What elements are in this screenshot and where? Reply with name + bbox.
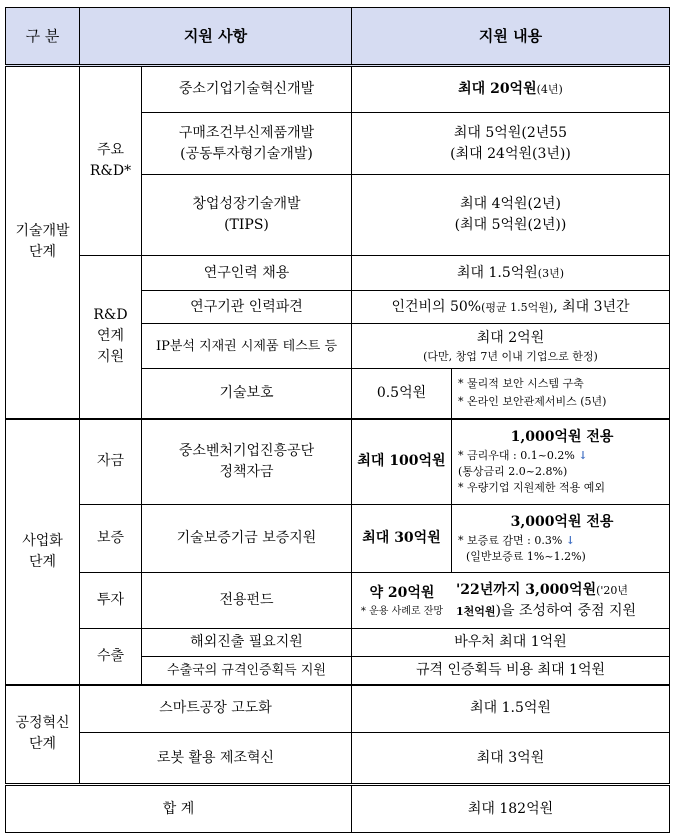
tech-detail-5-sub: (평균 1.5억원) — [481, 300, 554, 314]
tech-item-6: IP분석 지재권 시제품 테스트 등 — [142, 324, 352, 369]
tech-detail-2 — [352, 113, 670, 175]
funds-note-2: (통상금리 2.0~2.8%) — [458, 465, 568, 479]
header-support-item: 지원 사항 — [80, 8, 352, 66]
investment-detail-line1 — [456, 580, 669, 601]
header-support-detail: 지원 내용 — [352, 8, 670, 66]
tech-detail-1 — [352, 66, 670, 113]
guarantee-amount: 최대 30억원 — [352, 505, 452, 573]
tech-detail-3 — [352, 175, 670, 256]
investment-detail-line2-a: 1천억원 — [456, 604, 496, 618]
tech-detail-4-sub: (3년) — [537, 266, 565, 280]
guarantee-detail-title: 3,000억원 전용 — [510, 514, 614, 530]
commercial-stage-label: 사업화 단계 — [6, 419, 80, 685]
investment-detail-line1-a: '22년까지 3,000억원 — [456, 581, 597, 598]
export-item-2: 수출국의 규격인증획득 지원 — [142, 657, 352, 685]
tech-item-4: 연구인력 채용 — [142, 256, 352, 291]
investment-item: 전용펀드 — [142, 573, 352, 629]
funds-category: 자금 — [80, 419, 142, 505]
process-row-1 — [6, 685, 670, 733]
header-row — [6, 8, 670, 66]
funds-detail-title: 1,000억원 전용 — [510, 429, 614, 446]
tech-detail-1-sub: (4년) — [536, 83, 563, 96]
tech-item-7: 기술보호 — [142, 369, 352, 419]
investment-detail-line2 — [456, 601, 669, 622]
total-row — [6, 785, 670, 833]
rd-main-label: 주요 R&D* — [80, 66, 142, 256]
investment-amount-block — [352, 583, 452, 619]
guarantee-note-1-text: * 보증료 감면 : 0.3% — [458, 534, 563, 547]
tech-item-1: 중소기업기술혁신개발 — [142, 66, 352, 113]
total-label: 합 계 — [6, 785, 352, 833]
total-value: 최대 182억원 — [352, 785, 670, 833]
investment-detail-text — [452, 580, 669, 622]
tech-row-1 — [6, 66, 670, 113]
process-stage-label: 공정혁신 단계 — [6, 685, 80, 785]
tech-notes-7 — [452, 369, 670, 419]
export-row-1 — [6, 629, 670, 657]
tech-detail-1-main: 최대 20억원 — [458, 81, 537, 97]
support-table — [5, 7, 670, 833]
tech-note-7-1: * 물리적 보안 시스템 구축 — [458, 377, 584, 391]
investment-category: 투자 — [80, 573, 142, 629]
tech-item-2: 구매조건부신제품개발 (공동투자형기술개발) — [142, 113, 352, 175]
export-item-1: 해외진출 필요지원 — [142, 629, 352, 657]
guarantee-detail — [452, 505, 670, 573]
process-item-2: 로봇 활용 제조혁신 — [80, 733, 352, 785]
investment-amount: 약 20억원 — [369, 584, 435, 601]
investment-detail-line1-b: ('20년 — [596, 583, 629, 597]
investment-detail-wrap — [352, 580, 669, 622]
tech-item-3: 창업성장기술개발 (TIPS) — [142, 175, 352, 256]
guarantee-row — [6, 505, 670, 573]
tech-detail-5 — [352, 291, 670, 324]
investment-amount-note: * 운용 사례로 잔망 — [360, 605, 444, 617]
export-category: 수출 — [80, 629, 142, 685]
process-row-2 — [6, 733, 670, 785]
process-detail-2: 최대 3억원 — [352, 733, 670, 785]
down-arrow-icon: ↓ — [565, 534, 575, 547]
funds-note-1-text: * 금리우대 : 0.1~0.2% — [458, 449, 575, 463]
tech-detail-5-main: 인건비의 50% — [391, 298, 482, 315]
export-detail-2: 규격 인증획득 비용 최대 1억원 — [352, 657, 670, 685]
investment-row — [6, 573, 670, 629]
funds-note-1 — [458, 448, 666, 464]
tech-detail-2-line2: (최대 24억원(3년)) — [450, 145, 571, 162]
tech-detail-6 — [352, 324, 670, 369]
guarantee-item: 기술보증기금 보증지원 — [142, 505, 352, 573]
tech-detail-4-main: 최대 1.5억원 — [456, 264, 538, 281]
investment-detail — [352, 573, 670, 629]
guarantee-note-2: (일반보증료 1%~1.2%) — [466, 550, 586, 563]
tech-detail-3-line2: (최대 5억원(2년)) — [454, 217, 567, 233]
down-arrow-icon: ↓ — [578, 449, 588, 463]
tech-item-5: 연구기관 인력파견 — [142, 291, 352, 324]
rd-link-label: R&D 연계 지원 — [80, 256, 142, 419]
process-detail-1: 최대 1.5억원 — [352, 685, 670, 733]
tech-stage-label: 기술개발 단계 — [6, 66, 80, 419]
tech-detail-6-line1: 최대 2억원 — [476, 329, 545, 346]
tech-detail-6-line2: (다만, 창업 7년 이내 기업으로 한정) — [423, 349, 598, 363]
tech-note-7-2: * 온라인 보안관제서비스 (5년) — [458, 395, 607, 409]
guarantee-note-1 — [458, 533, 666, 549]
funds-note-3: * 우량기업 지원제한 적용 예외 — [458, 481, 605, 495]
tech-detail-4 — [352, 256, 670, 291]
tech-amount-7: 0.5억원 — [352, 369, 452, 419]
export-detail-1: 바우처 최대 1억원 — [352, 629, 670, 657]
process-item-1: 스마트공장 고도화 — [80, 685, 352, 733]
funds-row — [6, 419, 670, 505]
funds-item: 중소벤처기업진흥공단 정책자금 — [142, 419, 352, 505]
funds-detail — [452, 419, 670, 505]
investment-detail-line2-b: )을 조성하여 중점 지원 — [495, 602, 637, 619]
header-category: 구 분 — [6, 8, 80, 66]
tech-row-4 — [6, 256, 670, 291]
tech-detail-3-line1: 최대 4억원(2년) — [460, 196, 561, 212]
funds-amount: 최대 100억원 — [352, 419, 452, 505]
tech-detail-5-tail: , 최대 3년간 — [553, 298, 630, 315]
guarantee-category: 보증 — [80, 505, 142, 573]
tech-detail-2-line1: 최대 5억원(2년55 — [453, 124, 568, 141]
